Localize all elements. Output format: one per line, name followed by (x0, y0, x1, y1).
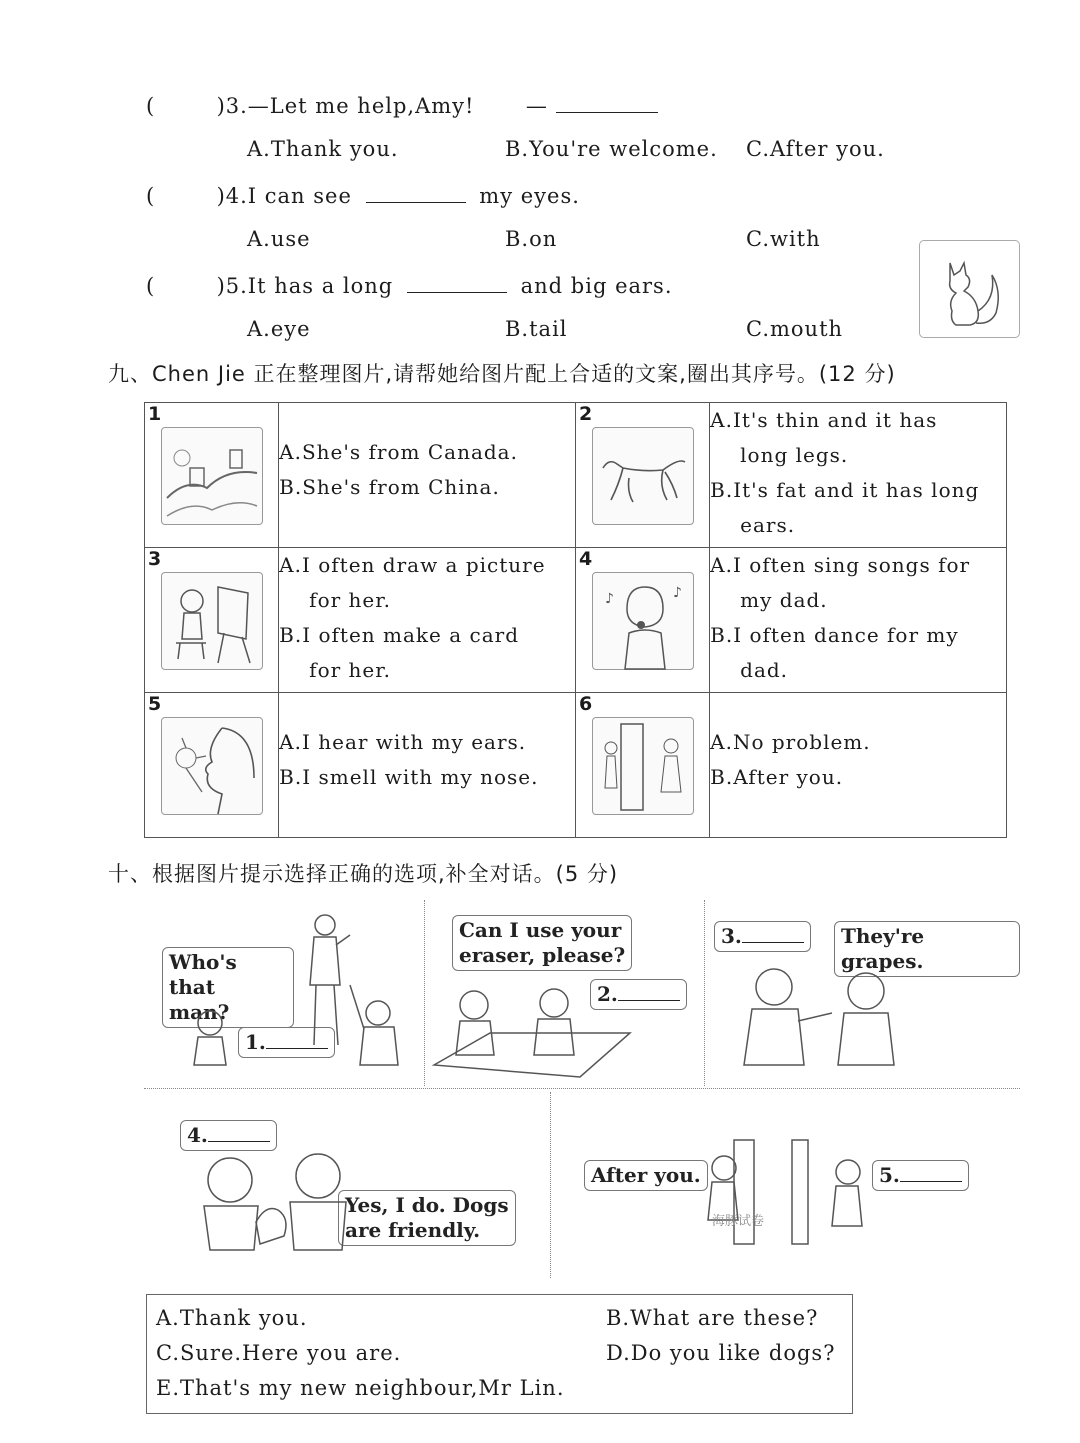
cell-options-6 (710, 693, 1007, 838)
blank-label: 1. (245, 1030, 266, 1054)
option-a-cont: my dad. (740, 588, 828, 612)
option-a[interactable]: A.It's thin and it has (710, 408, 938, 432)
girl-singing-picture (592, 572, 694, 670)
door-picture (592, 717, 694, 815)
answer-bubble-4[interactable] (180, 1120, 277, 1151)
answer-bubble-5[interactable] (872, 1160, 969, 1191)
cell-picture-1 (145, 403, 279, 548)
dash: — (525, 94, 548, 118)
option-b[interactable]: B.I smell with my nose. (279, 765, 539, 789)
answer-option-b[interactable]: B.What are these? (606, 1306, 819, 1330)
answer-option-e[interactable]: E.That's my new neighbour,Mr Lin. (156, 1376, 565, 1400)
q4-option-a[interactable]: A.use (247, 227, 311, 251)
answer-option-a[interactable]: A.Thank you. (156, 1306, 308, 1330)
option-b[interactable]: B.I often make a card (279, 623, 520, 647)
speech-bubble (452, 915, 632, 971)
q5-option-a[interactable]: A.eye (247, 317, 311, 341)
answer-option-c[interactable]: C.Sure.Here you are. (156, 1341, 402, 1365)
fox-picture (919, 240, 1020, 338)
dialogue-panel-4 (150, 1094, 548, 1274)
cell-options-1 (279, 403, 576, 548)
smelling-flower-picture (161, 717, 263, 815)
blank-label: 5. (879, 1163, 900, 1187)
section-10-title: 十、根据图片提示选择正确的选项,补全对话。(5 分) (108, 862, 619, 886)
divider (550, 1092, 551, 1278)
table-row (145, 403, 1007, 548)
answer-blank[interactable] (742, 924, 804, 943)
dog-icon (593, 428, 693, 524)
q3-option-c[interactable]: C.After you. (746, 137, 885, 161)
fox-icon (920, 241, 1019, 337)
smelling-flower-icon (162, 718, 262, 814)
cell-options-2 (710, 403, 1007, 548)
divider (704, 900, 705, 1086)
speech-line: eraser, please? (459, 943, 626, 967)
answer-blank[interactable] (266, 1030, 328, 1049)
answer-bubble-2[interactable] (590, 979, 687, 1010)
option-a[interactable]: A.No problem. (710, 730, 871, 754)
question-stem-end: my eyes. (479, 184, 580, 208)
option-a-cont: long legs. (740, 443, 849, 467)
cell-number: 2 (578, 403, 593, 425)
q4-option-b[interactable]: B.on (505, 227, 558, 251)
speech-bubble: They're grapes. (834, 921, 1020, 977)
divider (424, 900, 425, 1086)
table-row (145, 693, 1007, 838)
answer-bubble-3[interactable] (714, 921, 811, 952)
speech-bubble: After you. (584, 1160, 708, 1191)
option-a[interactable]: A.She's from Canada. (279, 440, 518, 464)
option-b[interactable]: B.She's from China. (279, 475, 500, 499)
answer-blank[interactable] (407, 272, 507, 293)
divider (144, 1088, 1020, 1089)
question-5 (146, 272, 673, 298)
great-wall-icon (162, 428, 262, 524)
cell-picture-4 (575, 548, 709, 693)
table-row (145, 548, 1007, 693)
section-9-title: 九、Chen Jie 正在整理图片,请帮她给图片配上合适的文案,圈出其序号。(12 分) (108, 362, 896, 386)
boy-drawing-picture (161, 572, 263, 670)
dialogue-panel-5 (556, 1094, 1018, 1274)
dialogue-panel-2 (430, 905, 702, 1085)
cell-options-3 (279, 548, 576, 693)
speech-line: Yes, I do. Dogs (345, 1193, 509, 1217)
option-b-cont: dad. (740, 658, 789, 682)
cell-number: 6 (578, 693, 593, 715)
q3-option-a[interactable]: A.Thank you. (247, 137, 399, 161)
question-stem: )3.—Let me help,Amy! (216, 94, 475, 118)
question-3 (146, 92, 658, 118)
answer-blank[interactable] (366, 182, 466, 203)
q5-option-b[interactable]: B.tail (505, 317, 568, 341)
speech-line: Can I use your (459, 918, 622, 942)
option-b[interactable]: B.After you. (710, 765, 844, 789)
question-stem: )4.I can see (216, 184, 352, 208)
answer-option-d[interactable]: D.Do you like dogs? (606, 1341, 836, 1365)
answer-blank[interactable] (618, 982, 680, 1001)
option-b-cont: for her. (309, 658, 391, 682)
cell-number: 1 (148, 403, 162, 425)
option-b[interactable]: B.It's fat and it has long (710, 478, 980, 502)
option-a[interactable]: A.I often sing songs for (710, 553, 971, 577)
question-stem-end: and big ears. (520, 274, 673, 298)
cell-number: 3 (148, 548, 162, 570)
q3-option-b[interactable]: B.You're welcome. (505, 137, 718, 161)
cell-options-4 (710, 548, 1007, 693)
svg-text:♪: ♪ (604, 591, 614, 607)
answer-bubble-1[interactable] (238, 1027, 335, 1058)
question-stem: )5.It has a long (216, 274, 394, 298)
option-b[interactable]: B.I often dance for my (710, 623, 959, 647)
girl-singing-icon (593, 573, 693, 669)
option-b-cont: ears. (740, 513, 796, 537)
dialogue-panel-1 (150, 905, 420, 1085)
q4-option-c[interactable]: C.with (746, 227, 821, 251)
answer-blank[interactable] (208, 1123, 270, 1142)
answer-blank[interactable] (900, 1163, 962, 1182)
cell-number: 4 (578, 548, 593, 570)
option-a-cont: for her. (309, 588, 391, 612)
speech-bubble (338, 1190, 516, 1246)
door-icon (593, 718, 693, 814)
matching-table (144, 402, 1007, 838)
speech-bubble (162, 947, 294, 1028)
answer-blank[interactable] (556, 92, 658, 113)
speech-line: man? (169, 1000, 230, 1024)
cell-picture-3 (145, 548, 279, 693)
great-wall-picture (161, 427, 263, 525)
dog-picture (592, 427, 694, 525)
answer-paren: ( (146, 274, 156, 298)
speech-line: Who's that (169, 950, 237, 999)
option-a[interactable]: A.I hear with my ears. (279, 730, 527, 754)
boy-drawing-icon (162, 573, 262, 669)
answer-paren: ( (146, 184, 156, 208)
q5-option-c[interactable]: C.mouth (746, 317, 844, 341)
option-a[interactable]: A.I often draw a picture (279, 553, 546, 577)
watermark: 海豚试卷 (712, 1214, 765, 1229)
answer-paren: ( (146, 94, 156, 118)
cell-picture-2 (575, 403, 709, 548)
cell-options-5 (279, 693, 576, 838)
question-4 (146, 182, 580, 208)
blank-label: 4. (187, 1123, 208, 1147)
svg-text:♪: ♪ (672, 585, 682, 601)
cell-picture-6 (575, 693, 709, 838)
blank-label: 2. (597, 982, 618, 1006)
blank-label: 3. (721, 924, 742, 948)
dialogue-panel-3 (708, 905, 1020, 1085)
speech-line: are friendly. (345, 1218, 481, 1242)
cell-picture-5 (145, 693, 279, 838)
cell-number: 5 (148, 693, 162, 715)
